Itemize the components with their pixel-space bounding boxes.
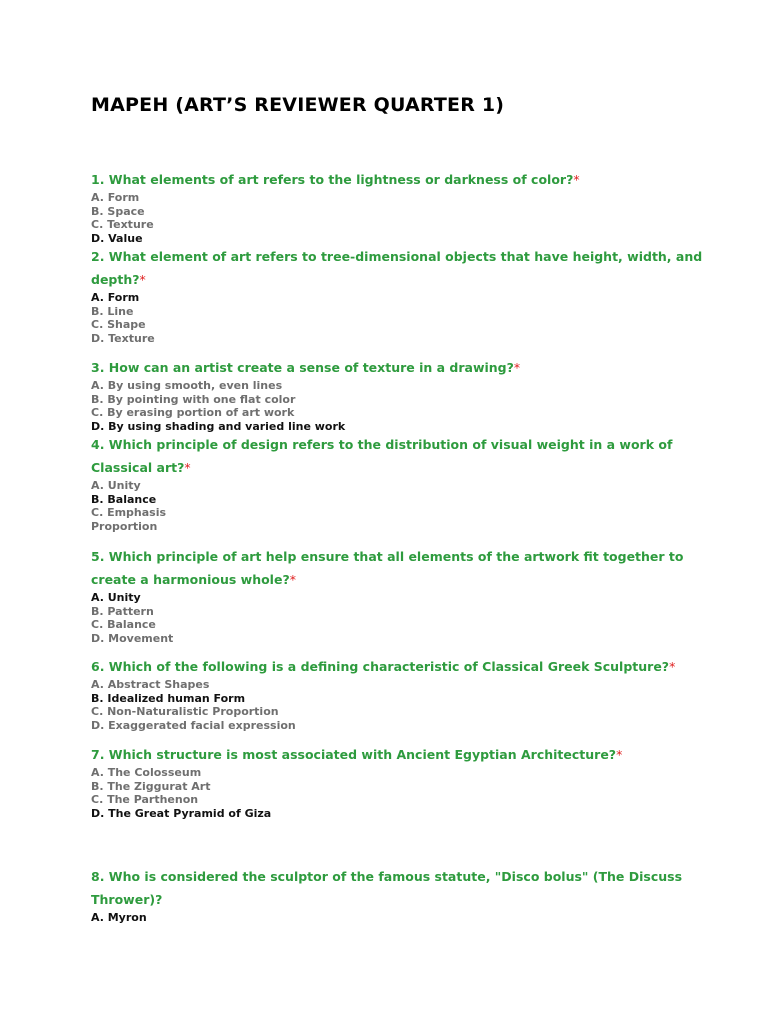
- required-mark: *: [289, 572, 296, 587]
- option-item: A. By using smooth, even lines: [91, 379, 283, 392]
- question-text: 8. Who is considered the sculptor of the famous statute, "Disco bolus" (The Discuss Thrower)?: [91, 869, 683, 907]
- option-list: [91, 911, 711, 925]
- required-mark: *: [669, 659, 676, 674]
- question-1: [91, 168, 711, 246]
- question-text: 5. Which principle of art help ensure that all elements of the artwork fit together to create a harmonious whole?*: [91, 549, 684, 587]
- question-5: [91, 545, 711, 646]
- question-6: [91, 655, 711, 733]
- option-item: A. Myron: [91, 911, 147, 924]
- option-item: D. Exaggerated facial expression: [91, 719, 296, 733]
- option-list: [91, 291, 711, 346]
- option-item: C. Shape: [91, 318, 146, 332]
- option-item: C. Balance: [91, 618, 156, 632]
- required-mark: *: [513, 360, 521, 375]
- option-item: C. Non-Naturalistic Proportion: [91, 705, 279, 719]
- option-item: A. Form: [91, 291, 140, 304]
- option-item: C. The Parthenon: [91, 793, 199, 807]
- question-8: [91, 865, 711, 925]
- required-mark: *: [573, 172, 580, 187]
- option-item: B. Line: [91, 304, 134, 318]
- question-3: [91, 356, 711, 434]
- option-item: A. Abstract Shapes: [91, 678, 210, 691]
- option-item: B. The Ziggurat Art: [91, 779, 211, 793]
- option-item: A. The Colosseum: [91, 766, 202, 779]
- option-list: [91, 678, 711, 733]
- option-item: C. By erasing portion of art work: [91, 406, 295, 420]
- question-text: 6. Which of the following is a defining characteristic of Classical Greek Sculpture?*: [91, 659, 676, 674]
- option-item: D. Movement: [91, 632, 174, 646]
- option-item: A. Unity: [91, 591, 141, 604]
- question-text: 1. What elements of art refers to the lightness or darkness of color?*: [91, 172, 580, 187]
- option-item: B. By pointing with one flat color: [91, 392, 296, 406]
- required-mark: *: [616, 747, 623, 762]
- option-item: D. The Great Pyramid of Giza: [91, 807, 272, 821]
- question-4: [91, 433, 711, 534]
- option-list: [91, 479, 711, 534]
- option-item: B. Idealized human Form: [91, 691, 246, 705]
- question-text: 7. Which structure is most associated with Ancient Egyptian Architecture?*: [91, 747, 623, 762]
- option-item: A. Unity: [91, 479, 141, 492]
- option-list: [91, 379, 711, 434]
- option-item: D. Value: [91, 232, 143, 246]
- option-item: A. Form: [91, 191, 140, 204]
- option-item: B. Space: [91, 204, 145, 218]
- question-text: 3. How can an artist create a sense of texture in a drawing?*: [91, 360, 521, 375]
- question-7: [91, 743, 711, 821]
- option-list: [91, 191, 711, 246]
- option-item: D. Texture: [91, 332, 155, 346]
- option-item: B. Balance: [91, 492, 157, 506]
- question-text: 2. What element of art refers to tree-dimensional objects that have height, width, and depth?*: [91, 249, 703, 287]
- option-item: C. Texture: [91, 218, 154, 232]
- option-item: C. Emphasis: [91, 506, 167, 520]
- required-mark: *: [139, 272, 146, 287]
- question-text: 4. Which principle of design refers to the distribution of visual weight in a work of Classical art?*: [91, 437, 673, 475]
- option-item: D. By using shading and varied line work: [91, 420, 346, 434]
- option-item: B. Pattern: [91, 604, 154, 618]
- question-2: [91, 245, 711, 346]
- required-mark: *: [184, 460, 191, 475]
- page-title: MAPEH (ART’S REVIEWER QUARTER 1): [91, 94, 505, 116]
- option-list: [91, 591, 711, 646]
- option-list: [91, 766, 711, 821]
- option-item: Proportion: [91, 520, 158, 534]
